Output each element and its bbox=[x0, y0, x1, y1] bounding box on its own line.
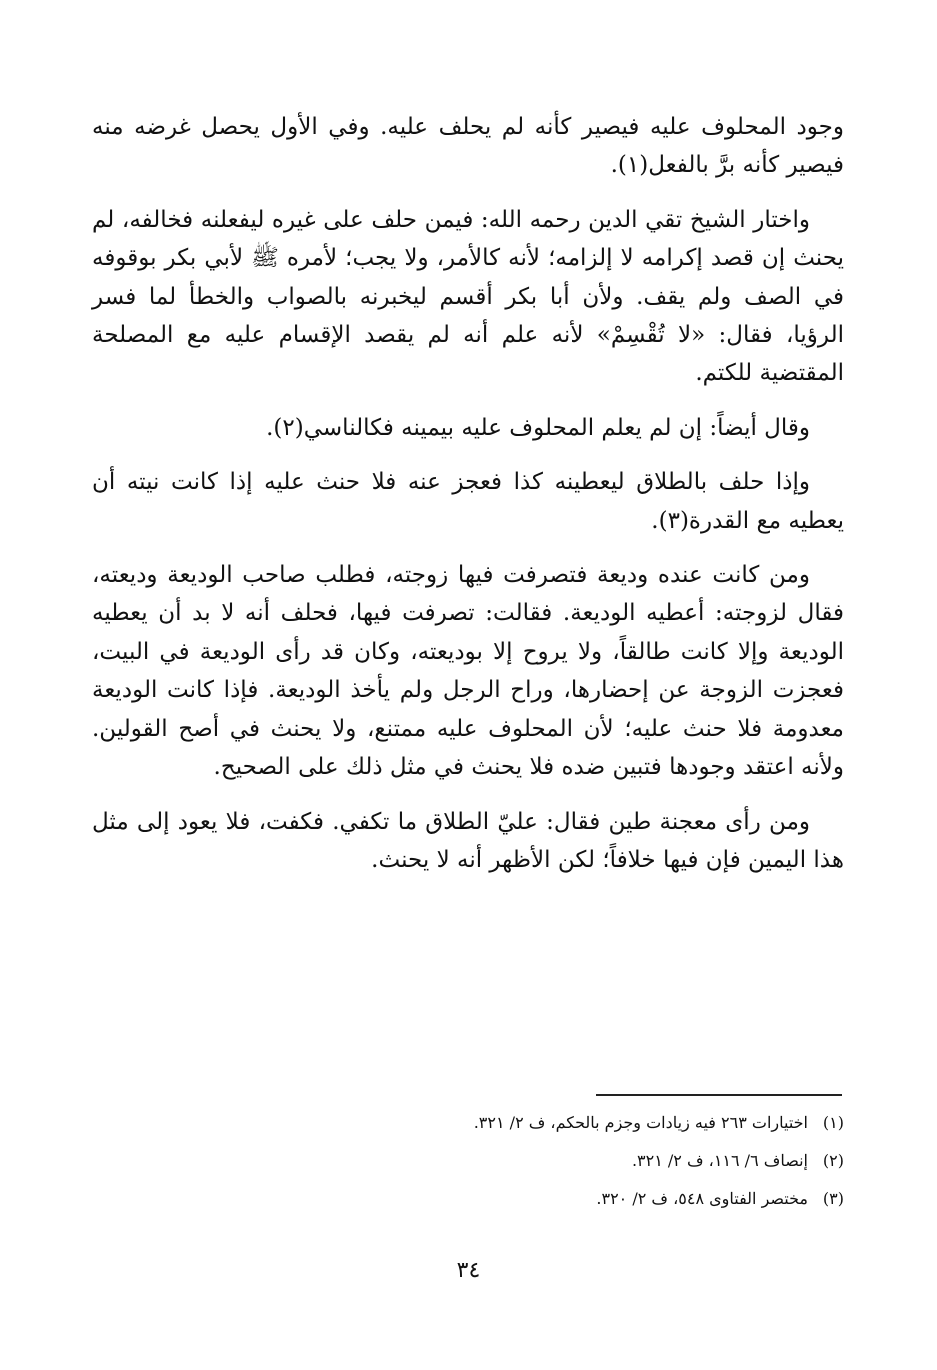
footnotes bbox=[92, 1104, 844, 1218]
footnote-number: (٢) bbox=[822, 1151, 844, 1170]
paragraph-5: ومن كانت عنده وديعة فتصرفت فيها زوجته، فطلب صاحب الوديعة وديعته، فقال لزوجته: أعطيه الوديعة. فقالت: تصرفت فيها، فحلف أنه لا بد أن يعطيه الوديعة وإلا كانت طالقاً، ولا يروح إلا بوديعته، وكان قد رأى الوديعة في البيت، فعجزت الزوجة عن إحضارها، وراح الرجل ولم يأخذ الوديعة. فإذا كانت الوديعة معدومة فلا حنث عليه؛ لأن المحلوف عليه ممتنع، ولا يحنث في أصح القولين. ولأنه اعتقد وجودها فتبين ضده فلا يحنث في مثل ذلك على الصحيح. bbox=[92, 562, 844, 781]
footnote-3 bbox=[92, 1180, 844, 1218]
page-number: ٣٤ bbox=[456, 1258, 481, 1283]
paragraph-3: وقال أيضاً: إن لم يعلم المحلوف عليه بيمينه فكالناسي(٢). bbox=[266, 414, 810, 441]
footnote-divider bbox=[596, 1094, 842, 1096]
paragraph-2: واختار الشيخ تقي الدين رحمه الله: فيمن حلف على غيره ليفعلنه فخالفه، لم يحنث إن قصد إكرامه لا إلزامه؛ لأنه كالأمر، ولا يجب؛ لأمره ﷺ لأبي بكر بوقوفه في الصف ولم يقف. ولأن أبا بكر أقسم ليخبرنه بالصواب والخطأ لما فسر الرؤيا، فقال: «لا تُقْسِمْ» لأنه علم أنه لم يقصد الإقسام عليه مع المصلحة المقتضية للكتم. bbox=[92, 206, 844, 387]
footnote-text: مختصر الفتاوى ٥٤٨، ف ٢/ ٣٢٠. bbox=[596, 1189, 808, 1208]
footnote-1 bbox=[92, 1104, 844, 1142]
footnote-text: إنصاف ٦/ ١١٦، ف ٢/ ٣٢١. bbox=[631, 1151, 808, 1170]
footnote-2 bbox=[92, 1142, 844, 1180]
paragraph-6: ومن رأى معجنة طين فقال: عليّ الطلاق ما تكفي. فكفت، فلا يعود إلى مثل هذا اليمين فإن فيها خلافاً؛ لكن الأظهر أنه لا يحنث. bbox=[92, 808, 844, 873]
paragraph-4: وإذا حلف بالطلاق ليعطينه كذا فعجز عنه فلا حنث عليه إذا كانت نيته أن يعطيه مع القدرة(٣). bbox=[92, 469, 844, 534]
main-text bbox=[92, 108, 844, 895]
footnote-number: (٣) bbox=[822, 1189, 844, 1208]
footnote-number: (١) bbox=[822, 1113, 844, 1132]
footnote-text: اختيارات ٢٦٣ فيه زيادات وجزم بالحكم، ف ٢/ ٣٢١. bbox=[473, 1113, 808, 1132]
paragraph-1: وجود المحلوف عليه فيصير كأنه لم يحلف عليه. وفي الأول يحصل غرضه منه فيصير كأنه برَّ بالفعل(١). bbox=[92, 114, 844, 179]
